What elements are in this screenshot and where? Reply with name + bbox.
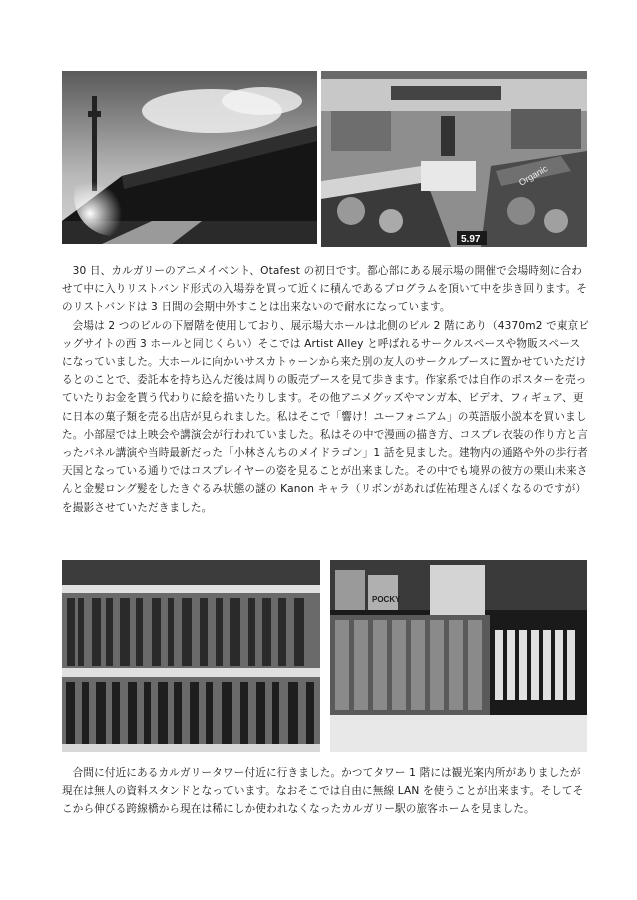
photo-store-interior [321,71,587,247]
price-tag-text: 5.97 [461,234,481,245]
photo-building-exterior [62,71,317,244]
body-text-bottom [62,764,590,819]
photo-bookshelf [62,560,320,752]
paragraph-2: 会場は 2 つのビルの下層階を使用しており、展示場大ホールは北側のビル 2 階にあり（4370m2 で東京ビッグサイトの西 3 ホールと同じくらい）そこでは Artist Alley と呼ばれるサークルスペースや物販スペースになっていました。大ホールに向かいサスカトゥーンから来た別の友人のサークルブースに置かせていただけるとのことで、委託本を持ち込んだ後は周りの販売ブースを見て歩きます。作家系では自作のポスターを売っていたりお金を貰う代わりに絵を描いたりします。その他アニメグッズやマンガ本、ビデオ、フィギュア、更に日本の菓子類を売る出店が見られました。私はそこで「響け！ユーフォニアム」の英語版小説本を買いました。小部屋では上映会や講演会が行われていました。私はその中で漫画の描き方、コスプレ衣装の作り方と言ったパネル講演や当時最新だった「小林さんちのメイドラゴン」1 話を見ました。建物内の通路や外の歩行者天国となっている通りではコスプレイヤーの姿を見ることが出来ました。その中でも境界の彼方の栗山未来さんと金髪ロング髪をしたきぐるみ状態の謎の Kanon キャラ（リボンがあれば佐祐理さんぽくなるのですが）を撮影させていただきました。 [62,319,590,514]
body-text-top [62,262,590,517]
paragraph-3: 合間に付近にあるカルガリータワー付近に行きました。かつてタワー 1 階には観光案内所がありましたが現在は無人の資料スタンドとなっています。なおそこでは自由に無線 LAN を使うことが出来ます。そしてそこから伸びる跨線橋から現在は稀にしか使われなくなったカルガリー駅の旅客ホームを見ました。 [62,767,584,816]
paragraph-1: 30 日、カルガリーのアニメイベント、Otafest の初日です。都心部にある展示場の開催で会場時刻に合わせて中に入りリストバンド形式の入場券を買って近くに積んであるプログラムを頂いて中を歩き回ります。そのリストバンドは 3 日間の会期中外すことは出来ないので耐水になっています。 [62,265,588,314]
photo-snack-table [330,560,587,752]
store-sign-text: Organic [517,163,550,188]
snack-brand-text: POCKY [372,595,401,604]
